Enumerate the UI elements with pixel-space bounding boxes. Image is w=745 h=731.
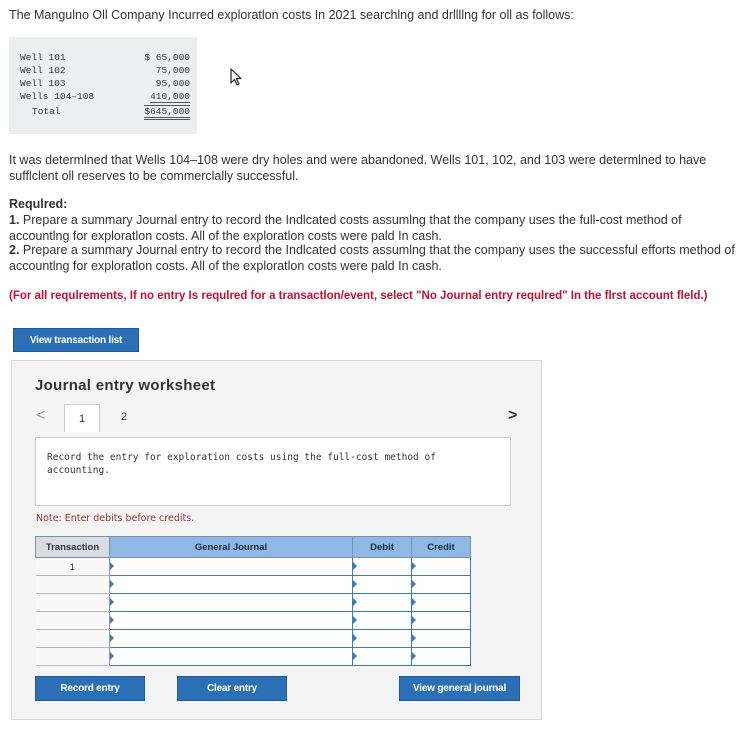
journal-entry-worksheet bbox=[11, 360, 542, 720]
mouse-pointer-icon bbox=[230, 68, 244, 88]
account-field[interactable] bbox=[110, 576, 353, 594]
enter-debits-note: Note: Enter debits before credits. bbox=[36, 513, 195, 524]
account-field[interactable] bbox=[110, 558, 353, 576]
clear-entry-button[interactable]: Clear entry bbox=[177, 676, 287, 701]
requirement-1 bbox=[9, 212, 734, 244]
credit-field[interactable] bbox=[412, 558, 471, 576]
cost-amount: 410,000 bbox=[150, 91, 190, 102]
cost-amount: 95,000 bbox=[155, 78, 190, 89]
requirement-1-text: Prepare a summary Journal entry to record the Indlcated costs assumlng that the company uses the full-cost method of accountlng for exploratlon costs. All of the exploratlon costs were pald In cash. bbox=[9, 213, 682, 243]
journal-entry-table bbox=[35, 536, 471, 666]
transaction-cell bbox=[36, 630, 110, 648]
debit-field[interactable] bbox=[353, 630, 412, 648]
table-row bbox=[36, 648, 471, 666]
requirement-2 bbox=[9, 242, 741, 274]
intro-text: The Mangulno Oll Company Incurred exploratlon costs In 2021 searchlng and drllllng for oll as follows: bbox=[9, 8, 574, 22]
record-entry-button[interactable]: Record entry bbox=[35, 676, 145, 701]
debit-field[interactable] bbox=[353, 594, 412, 612]
credit-field[interactable] bbox=[412, 576, 471, 594]
cost-amount: 75,000 bbox=[155, 65, 190, 76]
instruction-box: Record the entry for exploration costs using the full-cost method of accounting. bbox=[35, 437, 511, 506]
transaction-cell bbox=[36, 612, 110, 630]
debit-field[interactable] bbox=[353, 612, 412, 630]
requirement-1-number: 1. bbox=[9, 213, 20, 227]
all-requirements-note: (For all requlrements, If no entry Is requlred for a transactlon/event, select "No Journal entry requlred" In the flrst account fleld.) bbox=[9, 290, 708, 302]
total-amount-cell bbox=[125, 103, 190, 118]
cost-row bbox=[20, 64, 190, 77]
account-field[interactable] bbox=[110, 612, 353, 630]
previous-arrow-icon[interactable]: < bbox=[36, 407, 46, 424]
total-amount: $645,000 bbox=[144, 105, 190, 120]
debit-field[interactable] bbox=[353, 648, 412, 666]
required-heading: Requlred: bbox=[9, 197, 68, 211]
cost-total-row bbox=[20, 103, 190, 118]
column-header-credit: Credit bbox=[412, 537, 471, 558]
cost-label: Well 101 bbox=[20, 52, 66, 63]
debit-field[interactable] bbox=[353, 558, 412, 576]
table-row bbox=[36, 576, 471, 594]
account-field[interactable] bbox=[110, 648, 353, 666]
worksheet-title: Journal entry worksheet bbox=[35, 377, 216, 394]
credit-field[interactable] bbox=[412, 612, 471, 630]
credit-field[interactable] bbox=[412, 594, 471, 612]
transaction-cell bbox=[36, 648, 110, 666]
cost-label: Wells 104–108 bbox=[20, 91, 95, 102]
requirement-2-text: Prepare a summary Journal entry to record the Indlcated costs assumlng that the company uses the successful efforts method of accountlng for exploratlon costs. All of the exploratlon costs were pald In cash. bbox=[9, 243, 735, 273]
cost-label: Well 103 bbox=[20, 78, 66, 89]
account-field[interactable] bbox=[110, 630, 353, 648]
cost-amount-cell bbox=[125, 90, 190, 103]
cost-row bbox=[20, 77, 190, 90]
view-transaction-list-button[interactable]: View transaction list bbox=[13, 328, 139, 352]
cost-row bbox=[20, 90, 190, 103]
requirement-2-number: 2. bbox=[9, 243, 20, 257]
column-header-transaction: Transaction bbox=[36, 537, 110, 558]
transaction-number: 1 bbox=[36, 558, 110, 576]
next-arrow-icon[interactable]: > bbox=[508, 407, 518, 424]
table-row bbox=[36, 594, 471, 612]
view-general-journal-button[interactable]: View general journal bbox=[399, 676, 520, 701]
credit-field[interactable] bbox=[412, 648, 471, 666]
cost-table-panel bbox=[9, 37, 197, 134]
table-row bbox=[36, 558, 471, 576]
tab-2[interactable]: 2 bbox=[120, 411, 128, 423]
cost-label: Well 102 bbox=[20, 65, 66, 76]
transaction-cell bbox=[36, 576, 110, 594]
total-label: Total bbox=[32, 106, 61, 117]
table-header-row bbox=[36, 537, 471, 558]
table-row bbox=[36, 630, 471, 648]
column-header-debit: Debit bbox=[353, 537, 412, 558]
tab-1[interactable]: 1 bbox=[64, 404, 100, 432]
table-row bbox=[36, 612, 471, 630]
transaction-cell bbox=[36, 594, 110, 612]
account-field[interactable] bbox=[110, 594, 353, 612]
column-header-general-journal: General Journal bbox=[110, 537, 353, 558]
credit-field[interactable] bbox=[412, 630, 471, 648]
debit-field[interactable] bbox=[353, 576, 412, 594]
cost-row bbox=[20, 51, 190, 64]
cost-amount: $ 65,000 bbox=[144, 52, 190, 63]
paragraph-wells-result: It was determlned that Wells 104–108 were dry holes and were abandoned. Wells 101, 102, and 103 were determlned to have sufflclent oll reserves to be commerclally successful. bbox=[9, 153, 707, 183]
exploration-cost-table bbox=[20, 51, 190, 118]
